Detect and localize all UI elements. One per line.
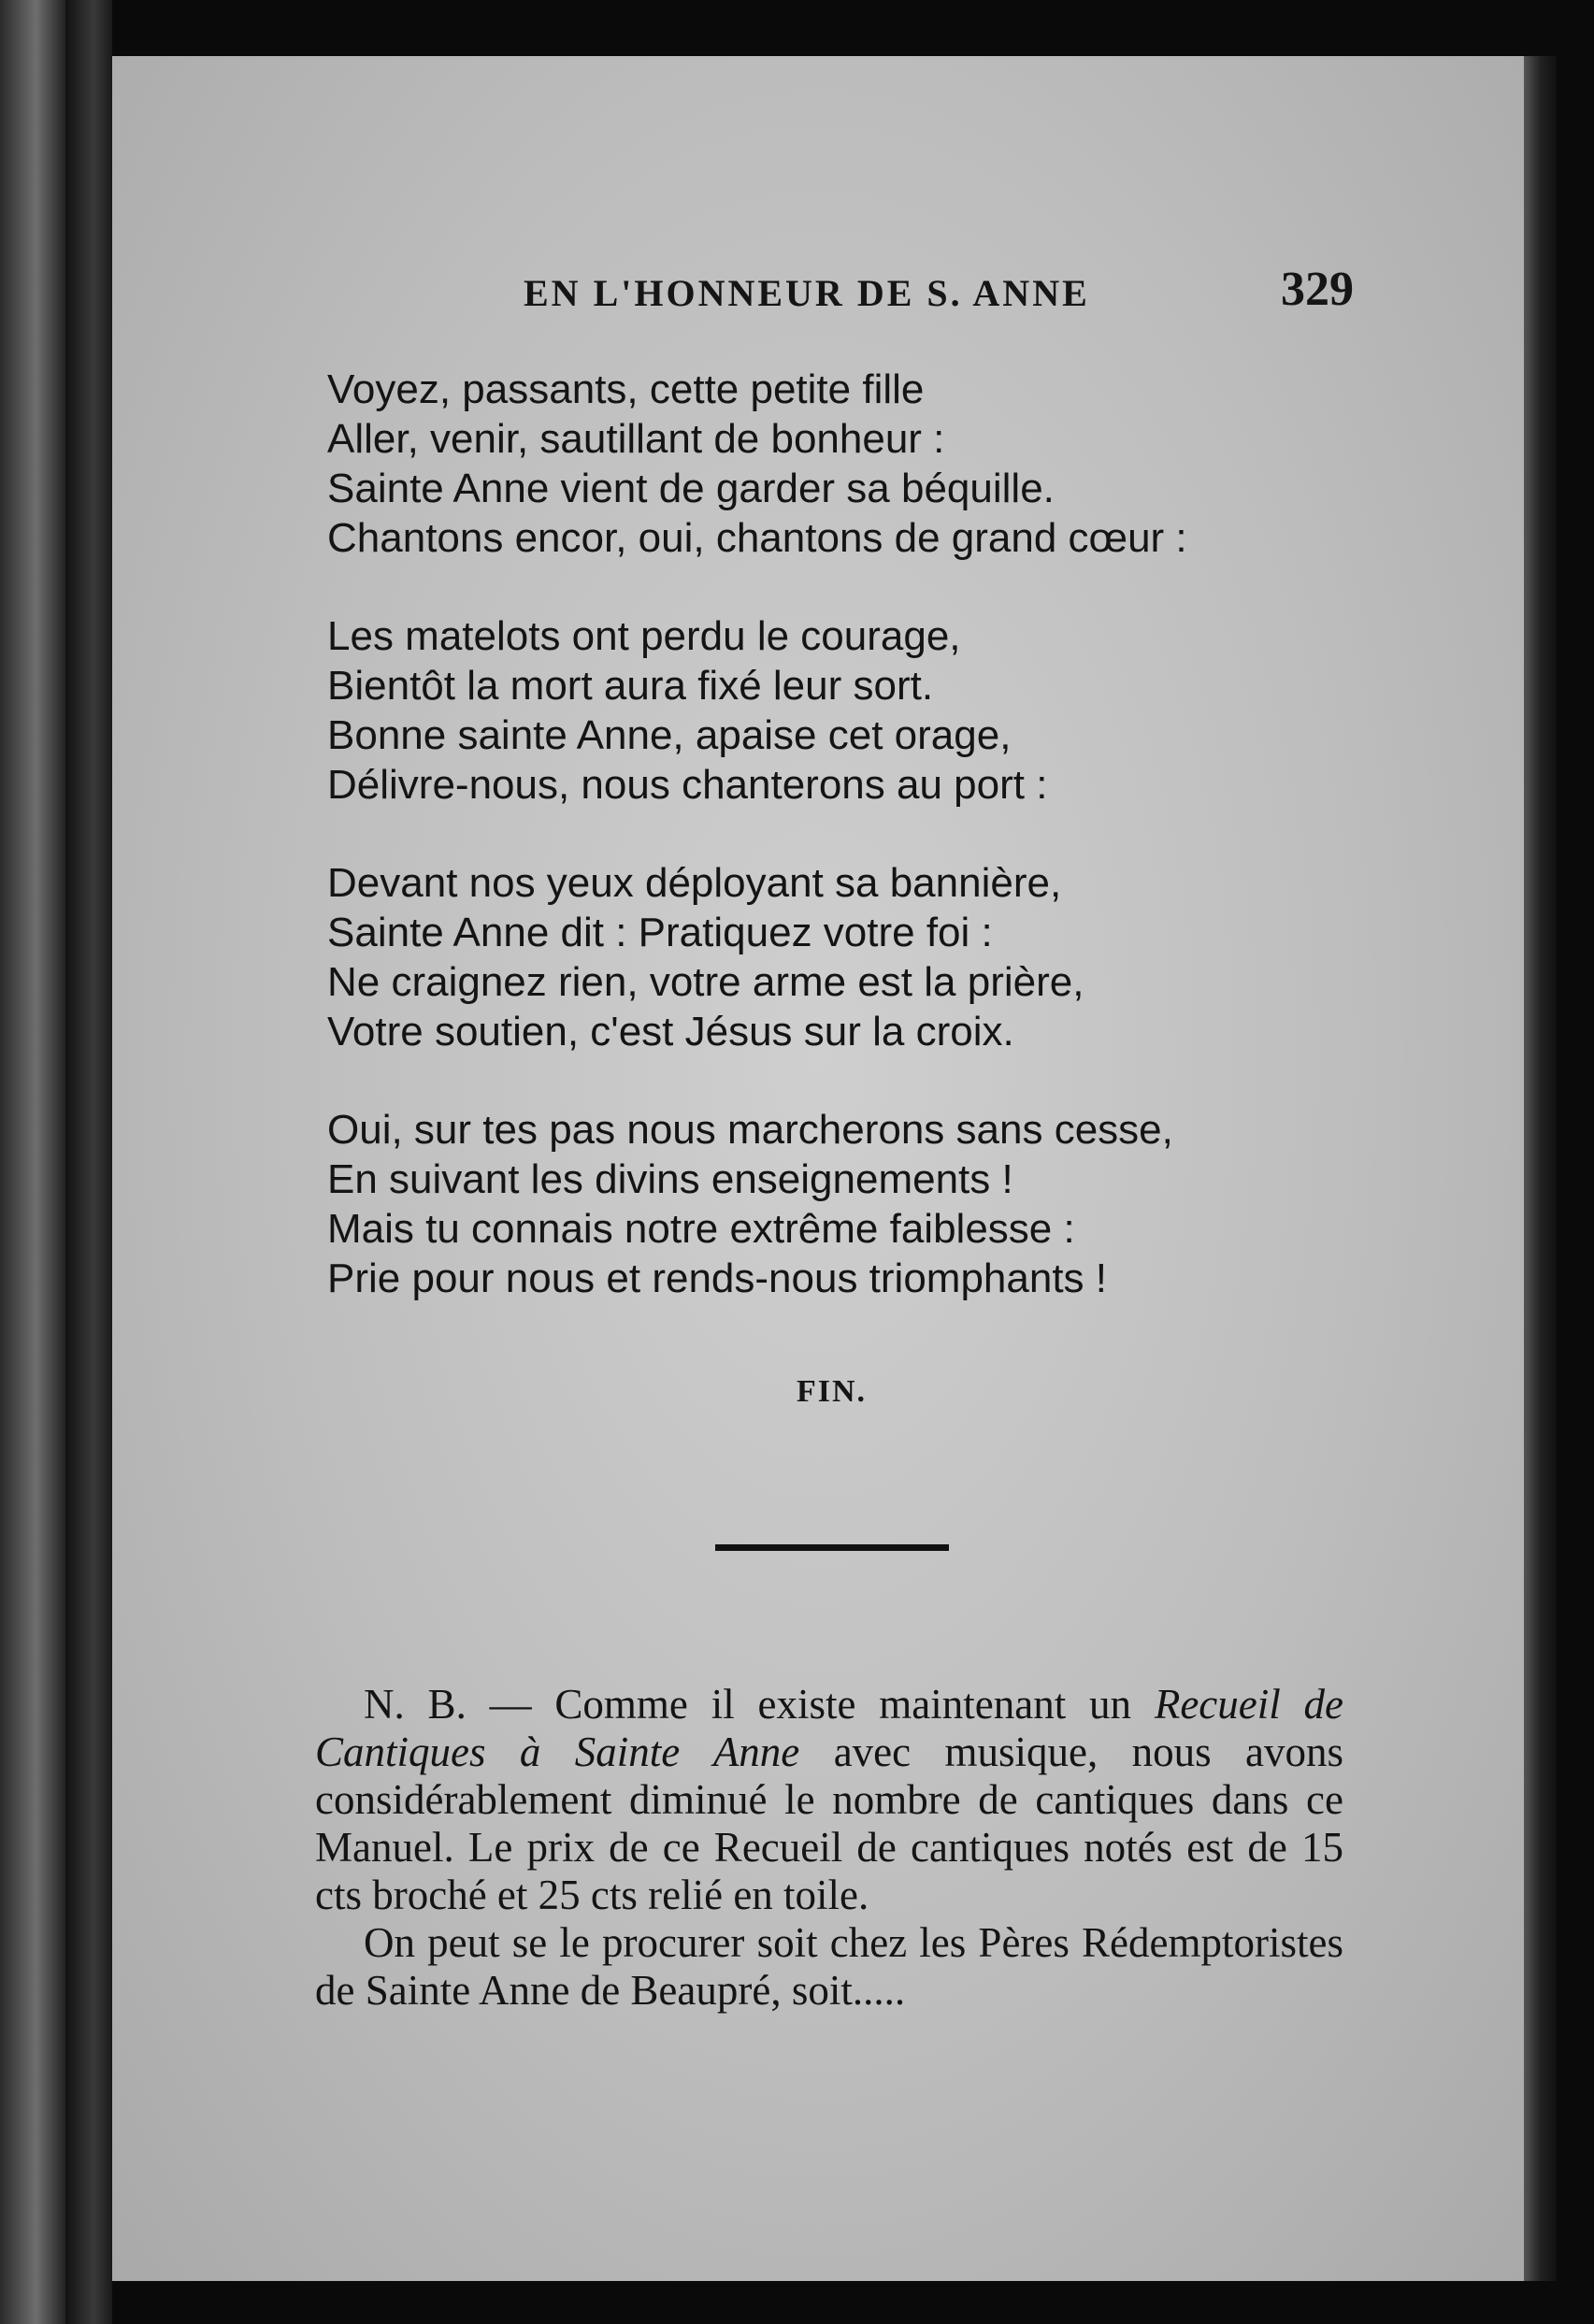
verse-line: Bonne sainte Anne, apaise cet orage, xyxy=(327,712,1012,758)
page-number: 329 xyxy=(1281,263,1354,316)
verse-line: Votre soutien, c'est Jésus sur la croix. xyxy=(327,1009,1014,1054)
verse-line: Chantons encor, oui, chantons de grand cœur : xyxy=(327,515,1187,561)
book-spine xyxy=(65,0,112,2324)
stanza-1 xyxy=(327,365,1384,563)
section-divider xyxy=(715,1544,949,1551)
verse-line: En suivant les divins enseignements ! xyxy=(327,1156,1013,1202)
note-lead: N. B. — Comme il existe maintenant un xyxy=(364,1681,1132,1728)
note-body: avec musique, nous avons considérablement diminué le nombre de cantiques dans ce Manuel. Le prix de ce Recueil de cantiques notés est de 15 cts broché et 25 cts relié en toile. xyxy=(315,1729,1343,1918)
verse-line: Délivre-nous, nous chanterons au port : xyxy=(327,762,1048,808)
verse-line: Sainte Anne vient de garder sa béquille. xyxy=(327,466,1055,511)
hymn-text xyxy=(327,365,1384,1352)
verse-line: Ne craignez rien, votre arme est la prière, xyxy=(327,959,1084,1005)
note-paragraph-2: On peut se le procurer soit chez les Pères Rédemptoristes de Sainte Anne de Beaupré, soit..... xyxy=(315,1919,1343,2014)
verse-line: Bientôt la mort aura fixé leur sort. xyxy=(327,663,934,709)
right-page-edge xyxy=(1524,56,1557,2281)
stanza-3 xyxy=(327,858,1384,1056)
verse-line: Sainte Anne dit : Pratiquez votre foi : xyxy=(327,910,993,955)
verse-line: Aller, venir, sautillant de bonheur : xyxy=(327,416,945,462)
left-page-edge xyxy=(0,0,65,2324)
stanza-2 xyxy=(327,611,1384,810)
verse-line: Mais tu connais notre extrême faiblesse : xyxy=(327,1206,1075,1252)
running-title: EN L'HONNEUR DE S. ANNE xyxy=(524,272,1090,314)
verse-line: Oui, sur tes pas nous marcherons sans cesse, xyxy=(327,1107,1173,1153)
fin-marker: FIN. xyxy=(797,1374,868,1409)
note-paragraph-1 xyxy=(315,1681,1343,1919)
stanza-4 xyxy=(327,1105,1384,1303)
verse-line: Prie pour nous et rends-nous triomphants ! xyxy=(327,1255,1108,1301)
note-book-title: Recueil de Cantiques à Sainte Anne xyxy=(315,1681,1344,1775)
verse-line: Devant nos yeux déployant sa bannière, xyxy=(327,860,1062,906)
verse-line: Les matelots ont perdu le courage, xyxy=(327,613,961,659)
nota-bene xyxy=(315,1681,1343,2015)
verse-line: Voyez, passants, cette petite fille xyxy=(327,366,925,412)
